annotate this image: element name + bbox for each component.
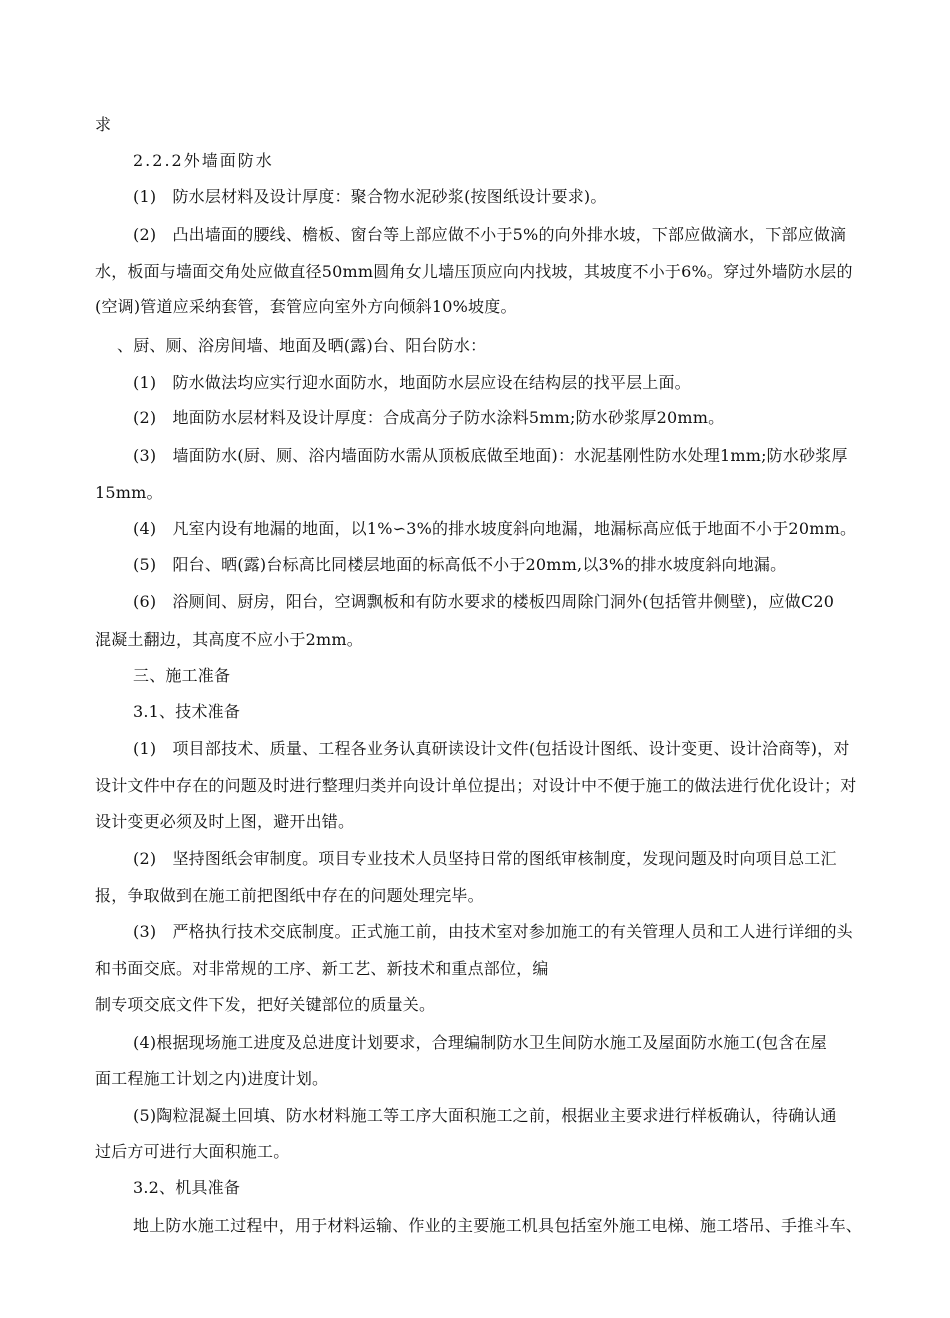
text-line: 15mm。	[95, 483, 163, 502]
section-heading: 三、施工准备	[133, 666, 231, 685]
text-line: 设计变更必须及时上图，避开出错。	[95, 812, 355, 831]
text-line: 混凝土翻边，其高度不应小于2mm。	[95, 630, 363, 649]
text-line: 制专项交底文件下发，把好关键部位的质量关。	[95, 995, 436, 1014]
text-line: 报，争取做到在施工前把图纸中存在的问题处理完毕。	[95, 886, 484, 905]
text-line: (4)根据现场施工进度及总进度计划要求，合理编制防水卫生间防水施工及屋面防水施工(包含在屋	[133, 1033, 827, 1052]
text-line: 水，板面与墙面交角处应做直径50mm圆角女儿墙压顶应向内找坡，其坡度不小于6%。穿过外墙防水层的	[95, 262, 853, 281]
text-line: (3) 墙面防水(厨、厕、浴内墙面防水需从顶板底做至地面)：水泥基刚性防水处理1mm;防水砂浆厚	[133, 446, 848, 465]
text-line: (空调)管道应采纳套管，套管应向室外方向倾斜10%坡度。	[95, 297, 517, 316]
text-line: 求	[95, 115, 112, 134]
text-line: 地上防水施工过程中，用于材料运输、作业的主要施工机具包括室外施工电梯、施工塔吊、手推斗车、	[133, 1216, 863, 1235]
text-line: 和书面交底。对非常规的工序、新工艺、新技术和重点部位，编	[95, 959, 549, 978]
section-heading: 2.2.2外墙面防水	[133, 151, 274, 170]
text-line: 过后方可进行大面积施工。	[95, 1142, 290, 1161]
text-line: (1) 防水做法均应实行迎水面防水，地面防水层应设在结构层的找平层上面。	[133, 373, 691, 392]
text-line: (4) 凡室内设有地漏的地面，以1%∽3%的排水坡度斜向地漏，地漏标高应低于地面不小于20mm。	[133, 519, 857, 538]
text-line: (5)陶粒混凝土回填、防水材料施工等工序大面积施工之前，根据业主要求进行样板确认，待确认通	[133, 1106, 837, 1125]
section-heading: 、厨、厕、浴房间墙、地面及晒(露)台、阳台防水：	[117, 336, 487, 355]
section-heading: 3.1、技术准备	[133, 702, 241, 721]
text-line: (2) 地面防水层材料及设计厚度：合成高分子防水涂料5mm;防水砂浆厚20mm。	[133, 408, 725, 427]
text-line: (6) 浴厕间、厨房，阳台，空调飘板和有防水要求的楼板四周除门洞外(包括管井侧壁)，应做C20	[133, 592, 835, 611]
text-line: 面工程施工计划之内)进度计划。	[95, 1069, 329, 1088]
text-line: (3) 严格执行技术交底制度。正式施工前，由技术室对参加施工的有关管理人员和工人进行详细的头	[133, 922, 853, 941]
text-line: (1) 防水层材料及设计厚度：聚合物水泥砂浆(按图纸设计要求)。	[133, 187, 607, 206]
text-line: (1) 项目部技术、质量、工程各业务认真研读设计文件(包括设计图纸、设计变更、设计洽商等)，对	[133, 739, 850, 758]
text-line: (2) 坚持图纸会审制度。项目专业技术人员坚持日常的图纸审核制度，发现问题及时向项目总工汇	[133, 849, 837, 868]
section-heading: 3.2、机具准备	[133, 1178, 241, 1197]
text-line: (2) 凸出墙面的腰线、檐板、窗台等上部应做不小于5%的向外排水坡，下部应做滴水，下部应做滴	[133, 225, 847, 244]
text-line: 设计文件中存在的问题及时进行整理归类并向设计单位提出；对设计中不便于施工的做法进行优化设计；对	[95, 776, 857, 795]
text-line: (5) 阳台、晒(露)台标高比同楼层地面的标高低不小于20mm,以3%的排水坡度斜向地漏。	[133, 555, 787, 574]
